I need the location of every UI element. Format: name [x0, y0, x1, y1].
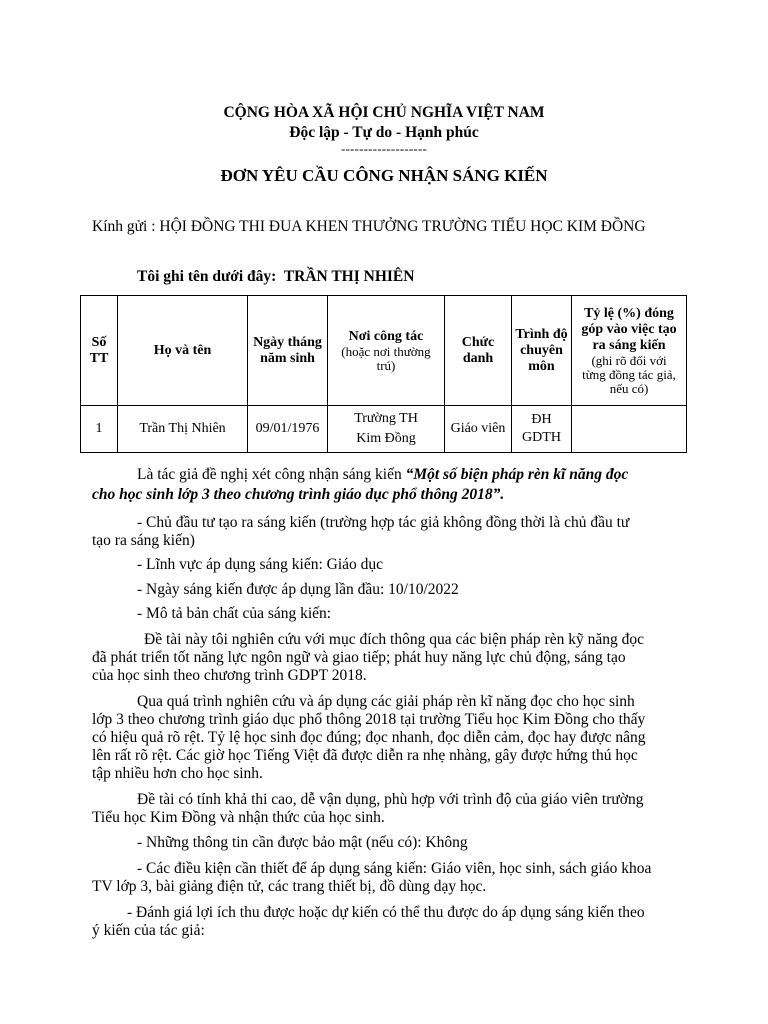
paragraph-first-applied: - Ngày sáng kiến được áp dụng lần đầu: 10/10/2022: [137, 581, 459, 598]
paragraph-benefits-a: - Đánh giá lợi ích thu được hoặc dự kiến có thể thu được do áp dụng sáng kiến theo: [127, 904, 645, 921]
table-header-row: [81, 296, 687, 406]
table-row: [81, 406, 687, 453]
national-motto: Độc lập - Tự do - Hạnh phúc: [289, 124, 479, 141]
document-title: ĐƠN YÊU CẦU CÔNG NHẬN SÁNG KIẾN: [220, 166, 548, 185]
paragraph-results-e: tập nhiều hơn cho học sinh.: [92, 765, 263, 782]
cell-workplace: Trường TH Kim Đồng: [328, 406, 445, 453]
header-position: Chức danh: [445, 296, 512, 406]
cell-name: Trần Thị Nhiên: [118, 406, 248, 453]
paragraph-investor-b: tạo ra sáng kiến): [92, 532, 195, 549]
paragraph-purpose-c: của học sinh theo chương trình GDPT 2018.: [92, 667, 367, 684]
header-contribution-ratio: Tỷ lệ (%) đóng góp vào việc tạo ra sáng kiến (ghi rõ đối với từng đồng tác giả, nếu có): [572, 296, 687, 406]
cell-stt: 1: [81, 406, 118, 453]
header-level: Trình độ chuyên môn: [512, 296, 572, 406]
paragraph-conditions-b: TV lớp 3, bài giảng điện tử, các trang thiết bị, đồ dùng dạy học.: [92, 878, 487, 895]
cell-position: Giáo viên: [445, 406, 512, 453]
paragraph-results-d: lên rất rõ rệt. Các giờ học Tiếng Việt đã được diễn ra nhẹ nhàng, gây được hứng thú học: [92, 747, 638, 764]
paragraph-confidential: - Những thông tin cần được bảo mật (nếu có): Không: [137, 834, 468, 851]
paragraph-results-b: lớp 3 theo chương trình giáo dục phổ thông 2018 tại trường Tiểu học Kim Đồng cho thấy: [92, 711, 646, 728]
paragraph-investor-a: - Chủ đầu tư tạo ra sáng kiến (trường hợp tác giả không đồng thời là chủ đầu tư: [137, 514, 630, 531]
declarant-name: TRẦN THỊ NHIÊN: [283, 268, 415, 285]
cell-level: ĐH GDTH: [512, 406, 572, 453]
paragraph-field: - Lĩnh vực áp dụng sáng kiến: Giáo dục: [137, 556, 384, 573]
author-info-table: [80, 295, 687, 453]
paragraph-results-a: Qua quá trình nghiên cứu và áp dụng các giải pháp rèn kĩ năng đọc cho học sinh: [137, 693, 635, 710]
paragraph-description-heading: - Mô tả bản chất của sáng kiến:: [137, 605, 332, 622]
cell-contribution-ratio: [572, 406, 687, 453]
cell-dob: 09/01/1976: [248, 406, 328, 453]
nation-title: CỘNG HÒA XÃ HỘI CHỦ NGHĨA VIỆT NAM: [223, 104, 545, 121]
paragraph-purpose-b: đã phát triển tốt năng lực ngôn ngữ và giao tiếp; phát huy năng lực chủ động, sáng tạo: [92, 649, 626, 666]
paragraph-feasibility-a: Đề tài có tính khả thi cao, dễ vận dụng, phù hợp với trình độ của giáo viên trường: [137, 791, 644, 808]
header-stt: Số TT: [81, 296, 118, 406]
paragraph-feasibility-b: Tiểu học Kim Đồng và nhận thức của học sinh.: [92, 809, 385, 826]
recipient-line: Kính gửi : HỘI ĐỒNG THI ĐUA KHEN THƯỞNG TRƯỜNG TIỂU HỌC KIM ĐỒNG: [92, 218, 646, 235]
paragraph-purpose-a: Đề tài này tôi nghiên cứu với mục đích thông qua các biện pháp rèn kỹ năng đọc: [144, 631, 644, 648]
paragraph-results-c: có hiệu quả rõ rệt. Tỷ lệ học sinh đọc đúng; đọc nhanh, đọc diễn cảm, đọc hay được nâng: [92, 729, 646, 746]
paragraph-benefits-b: ý kiến của tác giả:: [92, 922, 205, 939]
paragraph-initiative-title: cho học sinh lớp 3 theo chương trình giáo dục phổ thông 2018”.: [92, 486, 505, 503]
paragraph-conditions-a: - Các điều kiện cần thiết để áp dụng sáng kiến: Giáo viên, học sinh, sách giáo khoa: [137, 860, 652, 877]
header-workplace: Nơi công tác (hoặc nơi thường trú): [328, 296, 445, 406]
header-dob: Ngày tháng năm sinh: [248, 296, 328, 406]
header-divider: -------------------: [340, 141, 428, 156]
declarant-line: [137, 268, 414, 286]
declarant-label: Tôi ghi tên dưới đây:: [137, 268, 277, 285]
header-name: Họ và tên: [118, 296, 248, 406]
paragraph-author-line: Là tác giả đề nghị xét công nhận sáng kiến “Một số biện pháp rèn kĩ năng đọc: [137, 466, 629, 483]
